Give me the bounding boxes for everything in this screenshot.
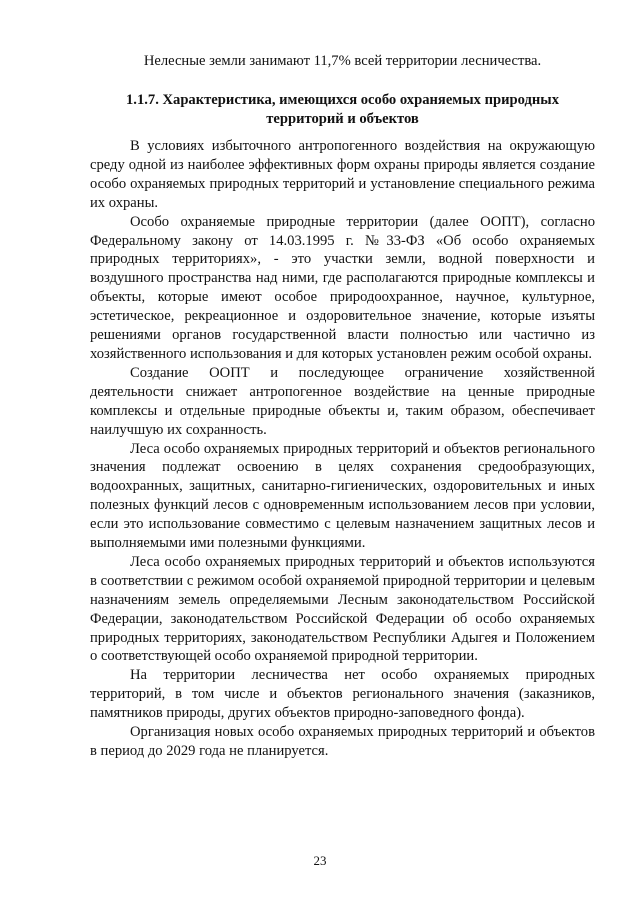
paragraph-2: Особо охраняемые природные территории (далее ООПТ), согласно Федеральному закону от 14.03.1995 г. №33-ФЗ «Об особо охраняемых природных территориях», - это участки земли, водной поверхности и воздушного пространства над ними, где располагаются природные комплексы и объекты, которые имеют особое природоохранное, научное, культурное, эстетическое, рекреационное и оздоровительное значение, которые изъяты решениями органов государственной власти полностью или частично из хозяйственного использования и для которых установлен режим особой охраны. xyxy=(90,213,595,362)
body-text xyxy=(90,137,595,761)
paragraph-3: Создание ООПТ и последующее ограничение хозяйственной деятельности снижает антропогенное воздействие на ценные природные комплексы и отдельные природные объекты и, таким образом, обеспечивает наилучшую их сохранность. xyxy=(90,364,595,438)
paragraph-4: Леса особо охраняемых природных территорий и объектов регионального значения подлежат освоению в целях сохранения средообразующих, водоохранных, защитных, санитарно-гигиенических, оздоровительных и иных полезных функций лесов с одновременным использованием лесов при условии, если это использование совместимо с целевым назначением защитных лесов и выполняемыми ими полезными функциями. xyxy=(90,440,595,552)
paragraph-1: В условиях избыточного антропогенного воздействия на окружающую среду одной из наиболее эффективных форм охраны природы является создание особо охраняемых природных территорий и установление специального режима их охраны. xyxy=(90,138,595,211)
page-number: 23 xyxy=(313,853,327,868)
paragraph-7: Организация новых особо охраняемых природных территорий и объектов в период до 2029 года не планируется. xyxy=(90,724,595,759)
paragraph-5: Леса особо охраняемых природных территорий и объектов используются в соответствии с режимом особой охраняемой природной территории и целевым назначениям земель определяемыми Лесным законодательством Российской Федерации, законодательством Российской Федерации об особо охраняемых природных территориях, законодательством Республики Адыгея и Положением о соответствующей особо охраняемой природной территории. xyxy=(90,553,595,665)
section-heading: 1.1.7. Характеристика, имеющихся особо охраняемых природных территорий и объектов xyxy=(126,92,559,127)
paragraph-6: На территории лесничества нет особо охраняемых природных территорий, в том числе и объектов регионального значения (заказников, памятников природы, других объектов природно-заповедного фонда). xyxy=(90,667,595,722)
intro-sentence: Нелесные земли занимают 11,7% всей территории лесничества. xyxy=(143,53,542,69)
